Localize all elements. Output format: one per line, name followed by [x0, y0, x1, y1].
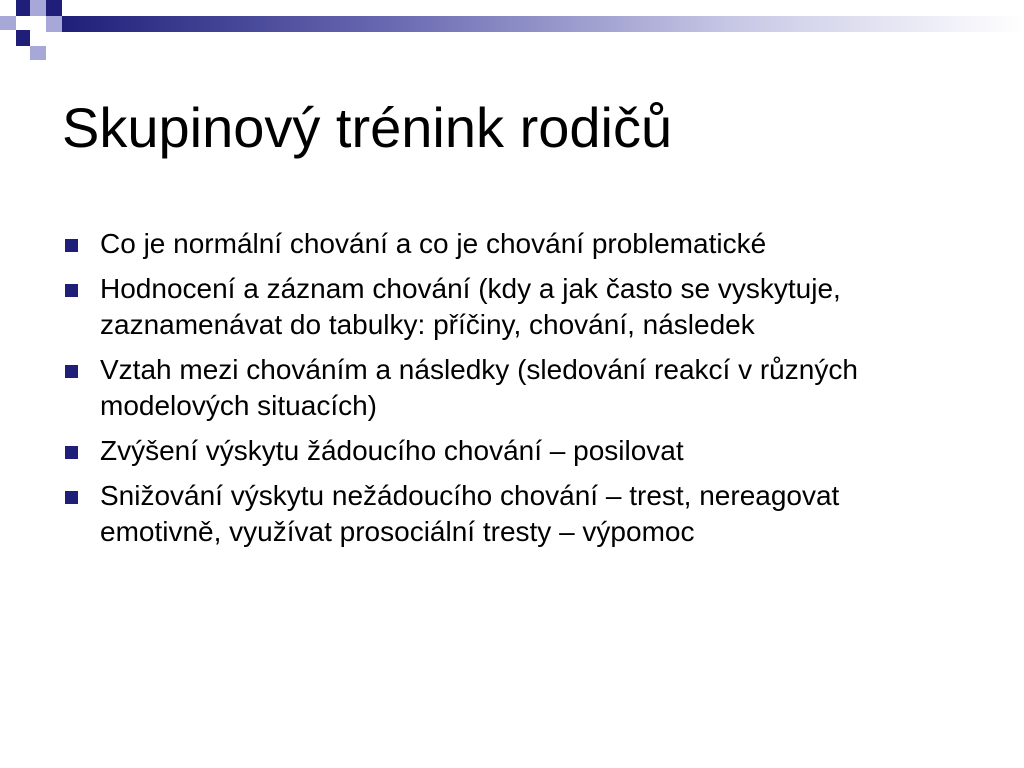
bullet-text: Vztah mezi chováním a následky (sledování reakcí v různých modelových situacích): [100, 354, 858, 421]
bullet-text: Hodnocení a záznam chování (kdy a jak často se vyskytuje, zaznamenávat do tabulky: příčiny, chování, následek: [100, 273, 841, 340]
bullet-list: [62, 226, 962, 559]
square-bullet-icon: [65, 491, 78, 504]
bullet-item: [62, 433, 962, 469]
bullet-item: [62, 352, 962, 424]
bullet-item: [62, 478, 962, 550]
corner-square-decoration: [0, 16, 16, 30]
corner-square-decoration: [16, 0, 30, 16]
square-bullet-icon: [65, 284, 78, 297]
bullet-item: [62, 271, 962, 343]
slide-title: Skupinový trénink rodičů: [62, 96, 673, 159]
bullet-item: [62, 226, 962, 262]
corner-square-decoration: [46, 16, 62, 32]
header-gradient-band: [62, 16, 1024, 32]
square-bullet-icon: [65, 365, 78, 378]
corner-square-decoration: [30, 46, 46, 60]
corner-square-decoration: [16, 30, 30, 46]
bullet-text: Zvýšení výskytu žádoucího chování – posilovat: [100, 435, 684, 466]
bullet-text: Co je normální chování a co je chování problematické: [100, 228, 767, 259]
corner-square-decoration: [46, 0, 62, 16]
square-bullet-icon: [65, 446, 78, 459]
square-bullet-icon: [65, 239, 78, 252]
corner-square-decoration: [30, 0, 46, 16]
bullet-text: Snižování výskytu nežádoucího chování – trest, nereagovat emotivně, využívat prosociální tresty – výpomoc: [100, 480, 840, 547]
